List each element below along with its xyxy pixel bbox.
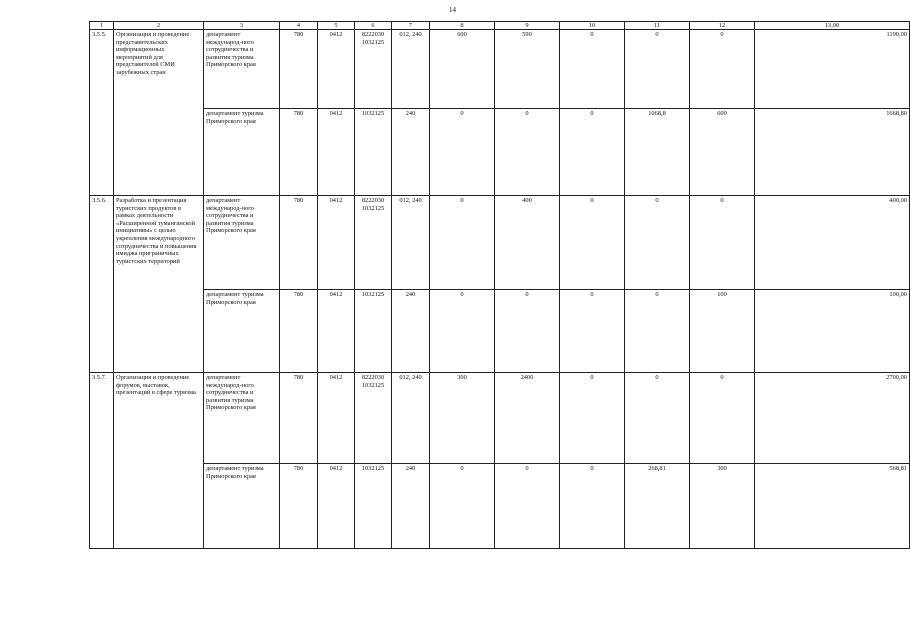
cell-col5: 0412 xyxy=(318,30,355,109)
table-row xyxy=(90,290,910,373)
table-row xyxy=(90,464,910,549)
col-header-6: 6 xyxy=(355,22,392,30)
cell-col4: 780 xyxy=(280,196,318,290)
cell-col7: 240 xyxy=(392,290,430,373)
cell-col5: 0412 xyxy=(318,196,355,290)
cell-col11: 1068,8 xyxy=(625,109,690,196)
table-row xyxy=(90,30,910,109)
cell-col9: 400 xyxy=(495,196,560,290)
cell-col9: 0 xyxy=(495,109,560,196)
col-header-7: 7 xyxy=(392,22,430,30)
col-header-8: 8 xyxy=(430,22,495,30)
cell-col5: 0412 xyxy=(318,373,355,464)
table-row xyxy=(90,196,910,290)
cell-col12: 0 xyxy=(690,373,755,464)
item-name: Организация и проведение представительских информационных мероприятий для представителей СМИ зарубежных стран xyxy=(114,30,204,196)
executor: департамент международ-ного сотрудничества и развития туризма Приморского края xyxy=(204,373,280,464)
budget-table xyxy=(89,21,910,549)
executor: департамент туризма Приморского края xyxy=(204,464,280,549)
cell-col5: 0412 xyxy=(318,109,355,196)
cell-col6: 1032125 xyxy=(355,290,392,373)
executor: департамент международ-ного сотрудничества и развития туризма Приморского края xyxy=(204,30,280,109)
cell-col11: 0 xyxy=(625,373,690,464)
cell-col10: 0 xyxy=(560,464,625,549)
cell-col9: 0 xyxy=(495,290,560,373)
table-row xyxy=(90,373,910,464)
cell-col6: 1032125 xyxy=(355,109,392,196)
col-header-5: 5 xyxy=(318,22,355,30)
cell-col7: 012, 240 xyxy=(392,196,430,290)
cell-col4: 780 xyxy=(280,464,318,549)
cell-col9: 590 xyxy=(495,30,560,109)
col-header-4: 4 xyxy=(280,22,318,30)
cell-col7: 012, 240 xyxy=(392,373,430,464)
cell-col12: 0 xyxy=(690,196,755,290)
col-header-3: 3 xyxy=(204,22,280,30)
executor: департамент международ-ного сотрудничества и развития туризма Приморского края xyxy=(204,196,280,290)
cell-col4: 780 xyxy=(280,30,318,109)
cell-col4: 780 xyxy=(280,373,318,464)
cell-col10: 0 xyxy=(560,373,625,464)
cell-col7: 240 xyxy=(392,464,430,549)
cell-col7: 240 xyxy=(392,109,430,196)
col-header-1: 1 xyxy=(90,22,114,30)
cell-total: 568,81 xyxy=(755,464,910,549)
cell-col8: 600 xyxy=(430,30,495,109)
col-header-13: 13,00 xyxy=(755,22,910,30)
cell-col7: 012, 240 xyxy=(392,30,430,109)
executor: департамент туризма Приморского края xyxy=(204,290,280,373)
cell-col10: 0 xyxy=(560,290,625,373)
cell-col8: 0 xyxy=(430,464,495,549)
cell-col4: 780 xyxy=(280,109,318,196)
cell-col8: 0 xyxy=(430,109,495,196)
cell-total: 1668,80 xyxy=(755,109,910,196)
col-header-12: 12 xyxy=(690,22,755,30)
col-header-11: 11 xyxy=(625,22,690,30)
cell-col11: 0 xyxy=(625,290,690,373)
cell-col6: 8222030 1032125 xyxy=(355,30,392,109)
executor: департамент туризма Приморского края xyxy=(204,109,280,196)
cell-col6: 8222030 1032125 xyxy=(355,373,392,464)
cell-col8: 300 xyxy=(430,373,495,464)
cell-col12: 100 xyxy=(690,290,755,373)
cell-col8: 0 xyxy=(430,196,495,290)
item-code: 3.5.5. xyxy=(90,30,114,196)
cell-col10: 0 xyxy=(560,196,625,290)
col-header-10: 10 xyxy=(560,22,625,30)
cell-col11: 0 xyxy=(625,30,690,109)
cell-col10: 0 xyxy=(560,30,625,109)
table-row xyxy=(90,109,910,196)
cell-col9: 2400 xyxy=(495,373,560,464)
cell-total: 2700,00 xyxy=(755,373,910,464)
cell-col5: 0412 xyxy=(318,290,355,373)
item-name: Организация и проведение форумов, выставок, презентаций в сфере туризма xyxy=(114,373,204,549)
cell-col9: 0 xyxy=(495,464,560,549)
item-code: 3.5.7. xyxy=(90,373,114,549)
page-number: 14 xyxy=(449,6,456,14)
column-header-row xyxy=(90,22,910,30)
item-name: Разработка и презентация туристских продуктов в рамках деятельности «Расширенной туманганской инициативы» с целью укрепления международного сотрудничества и повышения имиджа приграничных туристских территорий xyxy=(114,196,204,373)
col-header-2: 2 xyxy=(114,22,204,30)
cell-total: 1190,00 xyxy=(755,30,910,109)
cell-col12: 300 xyxy=(690,464,755,549)
cell-col5: 0412 xyxy=(318,464,355,549)
cell-col4: 780 xyxy=(280,290,318,373)
cell-total: 100,00 xyxy=(755,290,910,373)
cell-col6: 8222030 1032125 xyxy=(355,196,392,290)
cell-col6: 1032125 xyxy=(355,464,392,549)
cell-col11: 0 xyxy=(625,196,690,290)
item-code: 3.5.6. xyxy=(90,196,114,373)
cell-col8: 0 xyxy=(430,290,495,373)
cell-col12: 0 xyxy=(690,30,755,109)
cell-col11: 268,81 xyxy=(625,464,690,549)
cell-col12: 600 xyxy=(690,109,755,196)
cell-total: 400,00 xyxy=(755,196,910,290)
col-header-9: 9 xyxy=(495,22,560,30)
cell-col10: 0 xyxy=(560,109,625,196)
